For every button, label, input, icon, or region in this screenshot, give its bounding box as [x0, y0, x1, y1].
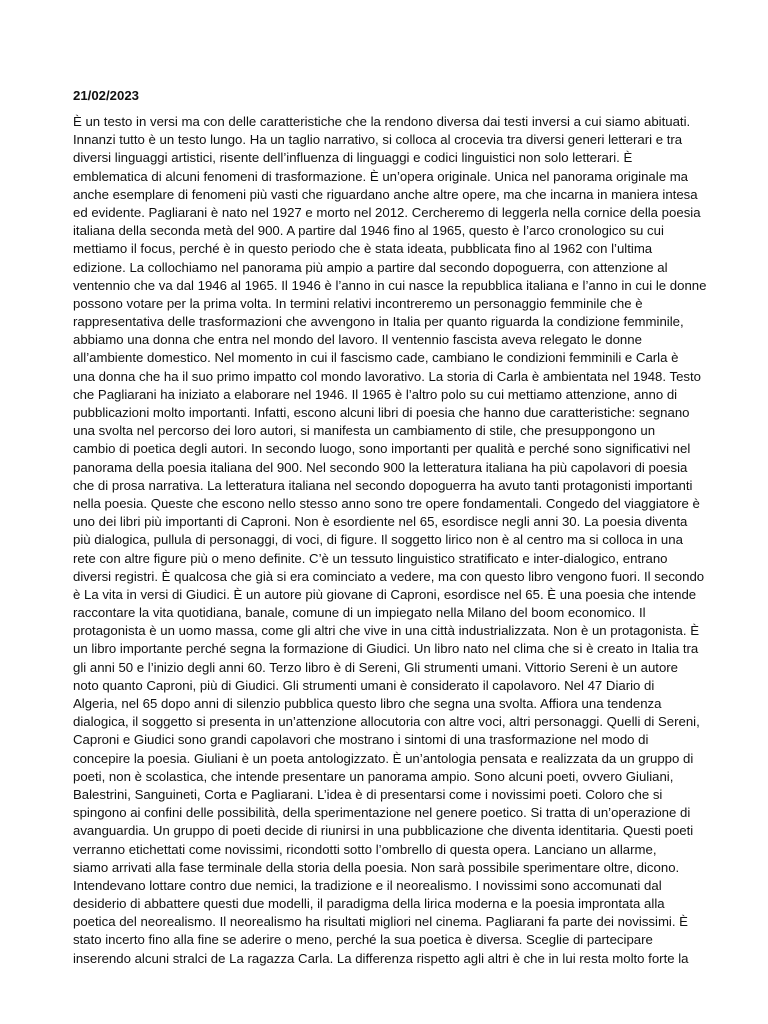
text-line: Caproni e Giudici sono grandi capolavori che mostrano i sintomi di una trasformazione nel modo di — [73, 732, 649, 748]
text-line: stato incerto fino alla fine se aderire o meno, perché la sua poetica è diversa. Sceglie di partecipare — [73, 932, 653, 948]
text-line: Balestrini, Sanguineti, Corta e Pagliarani. L’idea è di presentarsi come i novissimi poeti. Coloro che si — [73, 786, 663, 802]
text-line: gli anni 50 e l’inizio degli anni 60. Terzo libro è di Sereni, Gli strumenti umani. Vittorio Sereni è un autore — [73, 659, 679, 675]
text-line: mettiamo il focus, perché è in questo periodo che è stata ideata, pubblicata fino al 1962 con l’ultima — [73, 241, 653, 257]
text-line: che di prosa narrativa. La letteratura italiana nel secondo dopoguerra ha avuto tanti protagonisti importanti — [73, 477, 693, 493]
text-line: avanguardia. Un gruppo di poeti decide di riunirsi in una pubblicazione che diventa identitaria. Questi poeti — [73, 823, 694, 839]
text-line: emblematica di alcuni fenomeni di trasformazione. È un’opera originale. Unica nel panorama originale ma — [73, 168, 689, 184]
text-line: diversi linguaggi artistici, risente dell’influenza di linguaggi e codici linguistici non solo letterari. È — [73, 150, 633, 166]
text-line: possono votare per la prima volta. In termini relativi incontreremo un personaggio femminile che è — [73, 295, 643, 311]
text-line: concepire la poesia. Giuliani è un poeta antologizzato. È un’antologia pensata e realizzata da un gruppo di — [73, 750, 694, 766]
text-line: un libro importante perché segna la formazione di Giudici. Un libro nato nel clima che si è creato in Italia tra — [73, 641, 699, 657]
text-line: rete con altre figure più o meno definite. C’è un tessuto linguistico stratificato e inter-dialogico, entrano — [73, 550, 668, 566]
text-line: protagonista è un uomo massa, come gli altri che vive in una città industrializzata. Non è un protagonista. È — [73, 623, 700, 639]
text-line: edizione. La collochiamo nel panorama più ampio a partire dal secondo dopoguerra, con attenzione al — [73, 259, 668, 275]
text-line: all’ambiente domestico. Nel momento in cui il fascismo cade, cambiano le condizioni femminili e Carla è — [73, 350, 679, 366]
text-line: desiderio di abbattere questi due modelli, il paradigma della lirica moderna e la poesia improntata alla — [73, 896, 665, 912]
text-line: panorama della poesia italiana del 900. Nel secondo 900 la letteratura italiana ha più capolavori di poesia — [73, 459, 688, 475]
text-line: raccontare la vita quotidiana, banale, comune di un impiegato nella Milano del boom economico. Il — [73, 605, 646, 621]
text-line: inserendo alcuni stralci de La ragazza Carla. La differenza rispetto agli altri è che in lui resta molto forte la — [73, 950, 689, 966]
text-line: rappresentativa delle trasformazioni che avvengono in Italia per quanto riguarda la condizione femminile, — [73, 314, 684, 330]
text-line: ventennio che va dal 1946 al 1965. Il 1946 è l’anno in cui nasce la repubblica italiana e l’anno in cui le donne — [73, 277, 707, 293]
text-line: noto quanto Caproni, più di Giudici. Gli strumenti umani è considerato il capolavoro. Nel 47 Diario di — [73, 677, 655, 693]
text-line: che Pagliarani ha iniziato a elaborare nel 1946. Il 1965 è l’altro polo su cui mettiamo attenzione, anno di — [73, 386, 678, 402]
text-line: dialogica, il soggetto si presenta in un’attenzione allocutoria con altre voci, altri personaggi. Quelli di Sereni, — [73, 714, 700, 730]
text-line: Intendevano lottare contro due nemici, la tradizione e il neorealismo. I novissimi sono accomunati dal — [73, 877, 662, 893]
text-line: è La vita in versi di Giudici. È un autore più giovane di Caproni, esordisce nel 65. È una poesia che intende — [73, 586, 697, 602]
text-line: ed evidente. Pagliarani è nato nel 1927 e morto nel 2012. Cercheremo di leggerla nella cornice della poesia — [73, 204, 701, 220]
text-line: nella poesia. Queste che escono nello stesso anno sono tre opere fondamentali. Congedo del viaggiatore è — [73, 495, 700, 511]
text-line: italiana della seconda metà del 900. A partire dal 1946 fino al 1965, questo è l’arco cronologico su cui — [73, 223, 664, 239]
document-date: 21/02/2023 — [73, 88, 140, 103]
text-line: Algeria, nel 65 dopo anni di silenzio pubblica questo libro che segna una svolta. Affiora una tendenza — [73, 696, 662, 711]
text-line: più dialogica, pullula di personaggi, di voci, di figure. Il soggetto lirico non è al centro ma si colloca in una — [73, 532, 683, 548]
text-line: È un testo in versi ma con delle caratteristiche che la rendono diversa dai testi inversi a cui siamo abituati. — [73, 114, 691, 129]
text-line: uno dei libri più importanti di Caproni. Non è esordiente nel 65, esordisce negli anni 30. La poesia diventa — [73, 514, 688, 530]
text-line: una donna che ha il suo primo impatto col mondo lavorativo. La storia di Carla è ambientata nel 1948. Testo — [73, 368, 702, 384]
text-line: pubblicazioni molto importanti. Infatti, escono alcuni libri di poesia che hanno due caratteristiche: segnano — [73, 405, 690, 420]
document-body — [73, 113, 713, 968]
text-line: cambio di poetica degli autori. In secondo luogo, sono importanti per qualità e perché sono significativi nel — [73, 441, 691, 457]
text-line: verranno etichettati come novissimi, ricondotti sotto l’ombrello di questa opera. Lanciano un allarme, — [73, 841, 657, 857]
text-line: anche esemplare di fenomeni più vasti che riguardano anche altre opere, ma che incarna in maniera intesa — [73, 186, 698, 202]
text-line: siamo arrivati alla fase terminale della storia della poesia. Non sarà possibile sperimentare oltre, dicono. — [73, 859, 680, 875]
text-line: spingono ai confini delle possibilità, della sperimentazione nel genere poetico. Si tratta di un’operazione di — [73, 805, 691, 821]
text-line: abbiamo una donna che entra nel mondo del lavoro. Il ventennio fascista aveva relegato le donne — [73, 332, 642, 348]
text-line: una svolta nel percorso dei loro autori, si manifesta un cambiamento di stile, che presuppongono un — [73, 423, 656, 439]
text-line: diversi registri. È qualcosa che già si era cominciato a vedere, ma con questo libro vengono fuori. Il secondo — [73, 568, 705, 584]
text-line: poetica del neorealismo. Il neorealismo ha risultati migliori nel cinema. Pagliarani fa parte dei novissimi. È — [73, 914, 688, 930]
text-line: poeti, non è scolastica, che intende presentare un panorama ampio. Sono alcuni poeti, ovvero Giuliani, — [73, 768, 674, 784]
text-line: Innanzi tutto è un testo lungo. Ha un taglio narrativo, si colloca al crocevia tra diversi generi letterari e tra — [73, 132, 683, 148]
